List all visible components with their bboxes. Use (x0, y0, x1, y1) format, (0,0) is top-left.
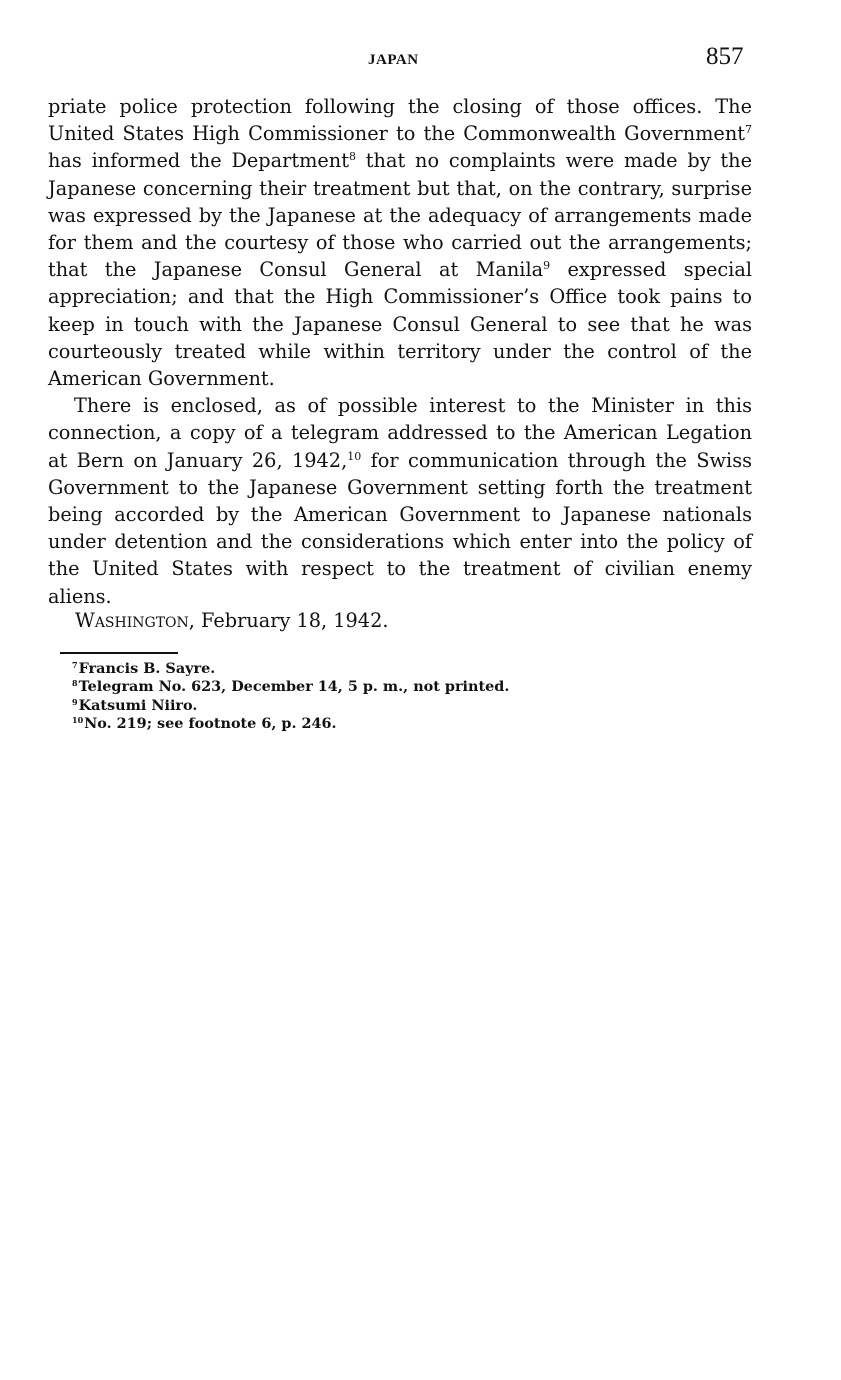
paragraph-2 (48, 392, 752, 610)
paragraph-1 (48, 93, 752, 392)
paragraph-1-text-a: priate police protection following the closing of those offices. The United States High Commissioner to the Commonwealth Government (48, 95, 752, 146)
footnote-9 (72, 697, 509, 715)
footnote-ref-9: 9 (543, 259, 551, 273)
footnote-ref-7: 7 (745, 123, 752, 137)
page-number: 857 (706, 43, 744, 70)
paragraph-2-text-b: for communication through the Swiss Government to the Japanese Government setting forth the treatment being accorded by the American Government to Japanese nationals under detention and the considerations which enter into the policy of the United States with respect to the treatment of civilian enemy aliens. (48, 448, 752, 608)
running-title: JAPAN (368, 52, 419, 68)
signoff (75, 609, 388, 632)
footnote-mark: 10 (72, 714, 84, 725)
paragraph-1-text-b: has informed the Department (48, 149, 349, 173)
footnote-10 (72, 715, 509, 733)
footnote-mark: 9 (72, 696, 78, 707)
footnote-text: Telegram No. 623, December 14, 5 p. m., not printed. (78, 678, 510, 696)
signoff-place: Washington (75, 609, 189, 632)
footnote-rule (60, 652, 178, 654)
footnote-text: Francis B. Sayre. (78, 660, 216, 677)
footnote-7 (72, 660, 509, 678)
paragraph-2-text-a: There is enclosed, as of possible interest to the Minister in this connection, a copy of a telegram addressed to the American Legation at Bern on January 26, 1942, (48, 394, 752, 472)
footnotes (72, 660, 509, 733)
footnote-mark: 8 (72, 678, 78, 689)
body-text (48, 93, 752, 610)
footnote-text: No. 219; see footnote 6, p. 246. (84, 714, 337, 732)
footnote-8 (72, 678, 509, 696)
footnote-ref-10: 10 (347, 449, 362, 463)
footnote-ref-8: 8 (348, 150, 356, 164)
footnote-text: Katsumi Niiro. (78, 696, 198, 714)
paragraph-1-text-c: that no complaints were made by the Japanese concerning their treatment but that, on the contrary, surprise was expressed by the Japanese at the adequacy of arrangements made for them and the courtesy of those who carried out the arrangements; that the Japanese Consul General at Manila (48, 149, 752, 282)
paragraph-1-text-d: expressed special appreciation; and that the High Commissioner’s Office took pains to keep in touch with the Japanese Consul General to see that he was courteously treated while within territory under the control of the American Government. (48, 258, 752, 391)
signoff-date: , February 18, 1942. (188, 609, 389, 632)
footnote-mark: 7 (72, 660, 78, 670)
